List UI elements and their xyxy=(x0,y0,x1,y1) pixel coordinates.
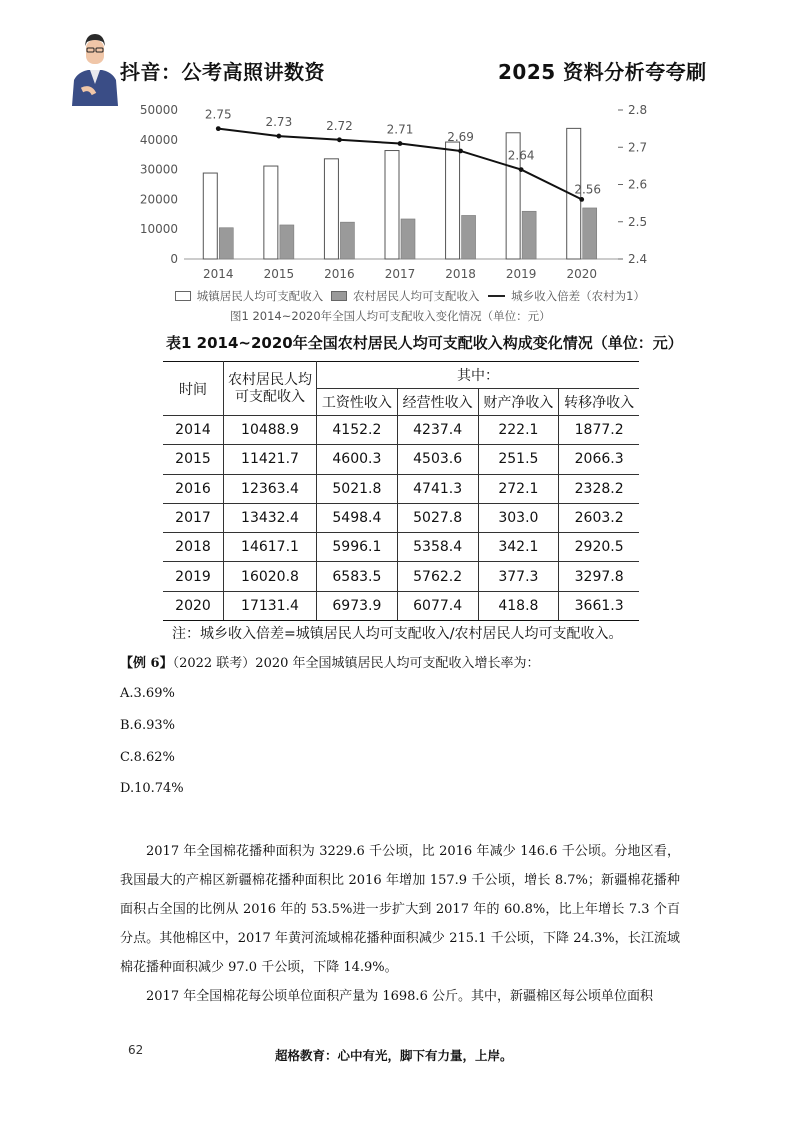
bar-rural xyxy=(280,225,294,259)
table-cell: 6973.9 xyxy=(317,591,398,620)
author-avatar xyxy=(68,28,122,106)
table-cell-year: 2016 xyxy=(163,474,224,503)
table-cell: 3661.3 xyxy=(559,591,639,620)
ratio-point xyxy=(519,167,524,172)
table-cell-year: 2020 xyxy=(163,591,224,620)
income-table xyxy=(163,361,639,621)
table-row xyxy=(163,533,639,562)
header-income-line2: 可支配收入 xyxy=(235,388,305,405)
left-tick-label: 20000 xyxy=(139,192,178,207)
legend-urban: 城镇居民人均可支配收入 xyxy=(196,289,324,303)
table-cell: 342.1 xyxy=(478,533,559,562)
bar-rural xyxy=(340,222,354,259)
header-time: 时间 xyxy=(163,362,224,416)
table-cell: 2603.2 xyxy=(559,503,639,532)
legend-swatch-ratio xyxy=(488,295,506,297)
table-title: 表1 2014~2020年全国农村居民人均可支配收入构成变化情况（单位：元） xyxy=(166,334,683,352)
table-row xyxy=(163,416,639,445)
ratio-data-label: 2.75 xyxy=(204,107,232,122)
header-transfer: 转移净收入 xyxy=(559,389,639,416)
table-cell: 12363.4 xyxy=(224,474,317,503)
table-cell: 13432.4 xyxy=(224,503,317,532)
right-tick-label: 2.8 xyxy=(628,103,648,117)
table-cell: 4503.6 xyxy=(397,445,478,474)
table-cell: 5498.4 xyxy=(317,503,398,532)
table-row xyxy=(163,474,639,503)
table-cell: 6583.5 xyxy=(317,562,398,591)
table-cell: 17131.4 xyxy=(224,591,317,620)
table-cell: 4741.3 xyxy=(397,474,478,503)
bar-urban xyxy=(264,166,278,259)
legend-ratio: 城乡收入倍差（农村为1） xyxy=(511,289,645,303)
table-cell: 222.1 xyxy=(478,416,559,445)
header-business: 经营性收入 xyxy=(397,389,478,416)
question-tag: 【例 6】 xyxy=(120,656,173,671)
income-chart xyxy=(130,100,670,300)
header-property: 财产净收入 xyxy=(478,389,559,416)
table-cell: 2920.5 xyxy=(559,533,639,562)
ratio-data-label: 2.69 xyxy=(447,129,474,144)
bar-rural xyxy=(462,215,476,259)
header-right-title: 2025 资料分析夸夸刷 xyxy=(498,60,707,84)
legend-swatch-rural xyxy=(331,291,347,301)
option-a: A.3.69% xyxy=(120,686,175,701)
table-cell: 5762.2 xyxy=(397,562,478,591)
ratio-point xyxy=(337,137,342,142)
footer-slogan: 超格教育：心中有光，脚下有力量，上岸。 xyxy=(275,1048,513,1063)
chart-legend xyxy=(175,288,645,304)
ratio-data-label: 2.73 xyxy=(265,115,293,130)
ratio-point xyxy=(398,141,403,146)
table-cell-year: 2017 xyxy=(163,503,224,532)
table-cell: 2328.2 xyxy=(559,474,639,503)
table-cell: 3297.8 xyxy=(559,562,639,591)
table-cell: 5021.8 xyxy=(317,474,398,503)
table-cell: 4237.4 xyxy=(397,416,478,445)
table-cell: 272.1 xyxy=(478,474,559,503)
table-cell: 5027.8 xyxy=(397,503,478,532)
passage xyxy=(120,837,680,1011)
table-cell: 1877.2 xyxy=(559,416,639,445)
table-cell: 303.0 xyxy=(478,503,559,532)
ratio-point xyxy=(216,126,221,131)
right-tick-label: 2.6 xyxy=(628,177,648,192)
table-cell-year: 2014 xyxy=(163,416,224,445)
legend-swatch-urban xyxy=(175,291,191,301)
table-cell: 4600.3 xyxy=(317,445,398,474)
option-b: B.6.93% xyxy=(120,718,175,733)
table-cell-year: 2019 xyxy=(163,562,224,591)
table-row xyxy=(163,591,639,620)
bar-rural xyxy=(401,219,415,259)
passage-paragraph-1: 2017 年全国棉花播种面积为 3229.6 千公顷，比 2016 年减少 146.6 千公顷。分地区看，我国最大的产棉区新疆棉花播种面积比 2016 年增加 157.9 千公顷，增长 8.7%；新疆棉花播种面积占全国的比例从 2016 年的 53.5%进一步扩大到 2017 年的 60.8%，比上年增长 7.3 个百分点。其他棉区中，2017 年黄河流域棉花播种面积减少 215.1 千公顷，下降 24.3%，长江流域棉花播种面积减少 97.0 千公顷，下降 14.9%。 xyxy=(120,844,680,975)
bar-urban xyxy=(324,159,338,259)
table-row xyxy=(163,562,639,591)
ratio-data-label: 2.72 xyxy=(326,118,353,133)
header-income-line1: 农村居民人均 xyxy=(228,371,312,388)
left-tick-label: 40000 xyxy=(139,132,178,147)
legend-rural: 农村居民人均可支配收入 xyxy=(353,289,480,303)
table-note: 注：城乡收入倍差=城镇居民人均可支配收入/农村居民人均可支配收入。 xyxy=(172,626,623,642)
table-row xyxy=(163,445,639,474)
left-tick-label: 0 xyxy=(170,252,178,266)
ratio-point xyxy=(458,149,463,154)
table-cell: 14617.1 xyxy=(224,533,317,562)
header-left-title: 抖音：公考高照讲数资 xyxy=(120,60,325,84)
left-tick-label: 30000 xyxy=(139,162,178,177)
header-among: 其中： xyxy=(317,362,640,389)
left-tick-label: 10000 xyxy=(139,222,178,237)
bar-urban xyxy=(446,142,460,259)
x-tick-label: 2016 xyxy=(324,267,355,281)
right-tick-label: 2.4 xyxy=(628,252,648,266)
x-tick-label: 2017 xyxy=(384,267,416,281)
bar-rural xyxy=(522,211,536,259)
left-tick-label: 50000 xyxy=(139,103,178,117)
header-income xyxy=(224,362,317,416)
table-cell: 251.5 xyxy=(478,445,559,474)
question-text: （2022 联考）2020 年全国城镇居民人均可支配收入增长率为： xyxy=(172,656,540,671)
table-cell: 2066.3 xyxy=(559,445,639,474)
bar-rural xyxy=(583,208,597,259)
bar-urban xyxy=(203,173,217,259)
x-tick-label: 2019 xyxy=(505,267,537,281)
x-tick-label: 2018 xyxy=(445,267,476,281)
table-cell-year: 2015 xyxy=(163,445,224,474)
right-tick-label: 2.5 xyxy=(628,214,648,229)
ratio-point xyxy=(579,197,584,202)
question-stem xyxy=(120,652,540,671)
header-wage: 工资性收入 xyxy=(317,389,398,416)
table-cell-year: 2018 xyxy=(163,533,224,562)
option-d: D.10.74% xyxy=(120,781,184,796)
table-cell: 4152.2 xyxy=(317,416,398,445)
table-cell: 6077.4 xyxy=(397,591,478,620)
passage-paragraph-2: 2017 年全国棉花每公顷单位面积产量为 1698.6 公斤。其中，新疆棉区每公顷单位面积 xyxy=(146,989,653,1004)
ratio-data-label: 2.56 xyxy=(574,182,602,197)
x-tick-label: 2015 xyxy=(263,267,295,281)
ratio-point xyxy=(276,134,281,139)
bar-rural xyxy=(219,228,233,259)
table-cell: 5996.1 xyxy=(317,533,398,562)
bar-urban xyxy=(385,151,399,259)
right-tick-label: 2.7 xyxy=(628,140,648,155)
table-row xyxy=(163,503,639,532)
table-cell: 418.8 xyxy=(478,591,559,620)
table-cell: 5358.4 xyxy=(397,533,478,562)
figure-caption: 图1 2014~2020年全国人均可支配收入变化情况（单位：元） xyxy=(230,309,551,323)
table-cell: 11421.7 xyxy=(224,445,317,474)
x-tick-label: 2020 xyxy=(566,267,597,281)
ratio-data-label: 2.64 xyxy=(507,148,535,163)
table-cell: 10488.9 xyxy=(224,416,317,445)
table-cell: 377.3 xyxy=(478,562,559,591)
page-number: 62 xyxy=(128,1043,144,1057)
table-cell: 16020.8 xyxy=(224,562,317,591)
x-tick-label: 2014 xyxy=(203,267,234,281)
ratio-data-label: 2.71 xyxy=(386,122,414,137)
option-c: C.8.62% xyxy=(120,750,175,765)
